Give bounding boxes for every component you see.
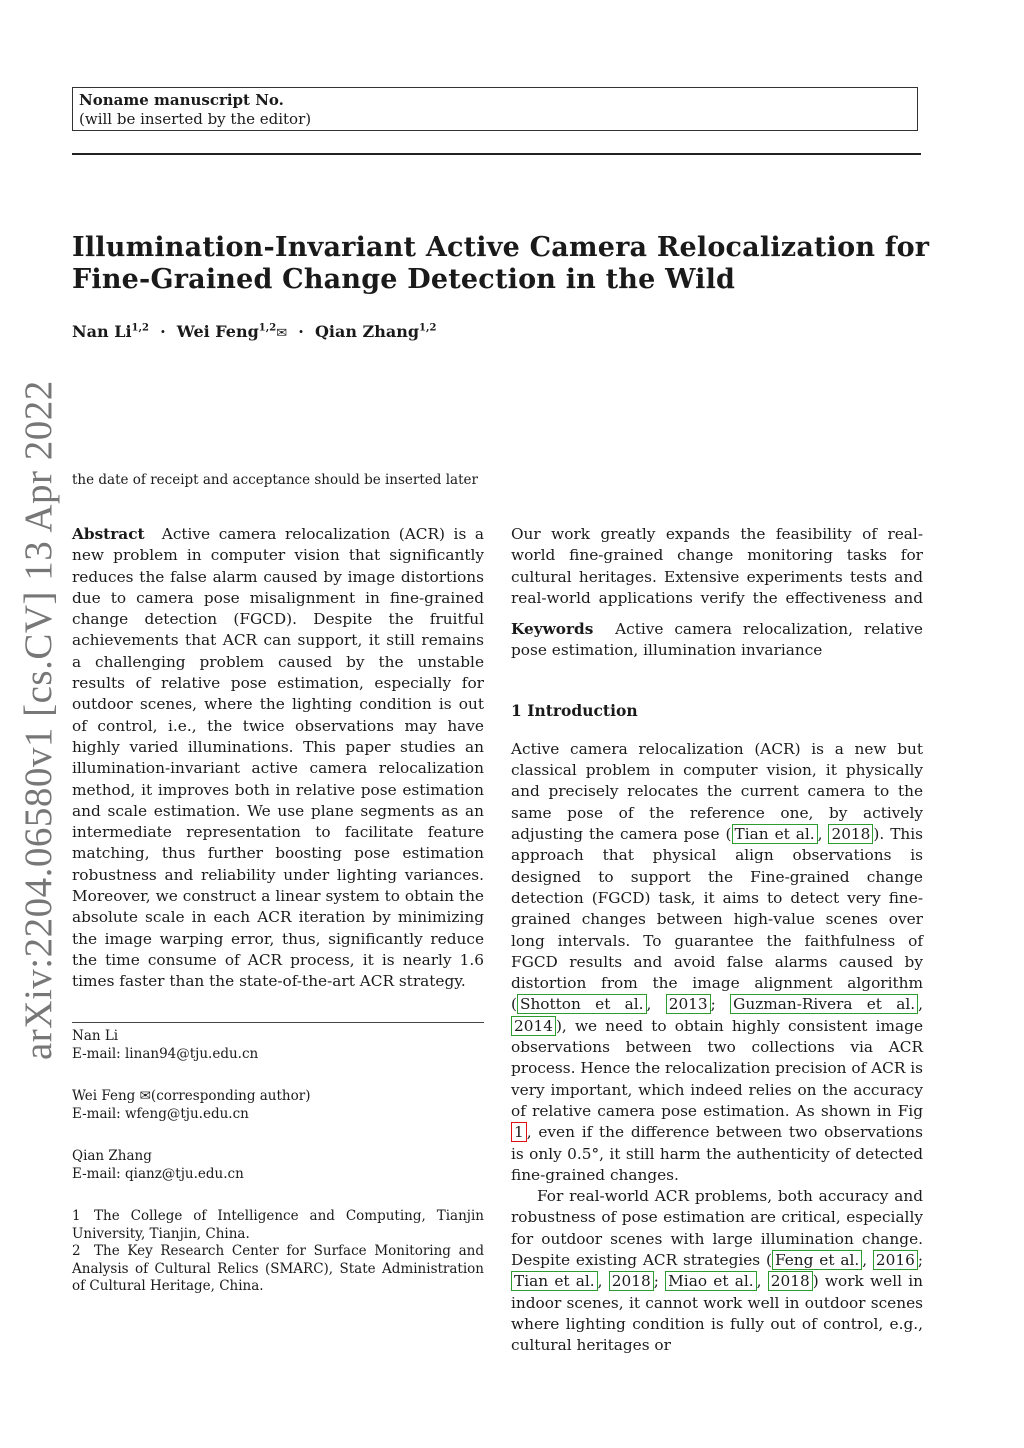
abstract-label: Abstract (72, 525, 145, 543)
section-heading: 1 Introduction (511, 700, 638, 720)
date-note: the date of receipt and acceptance should be inserted later (72, 472, 478, 488)
right-column (511, 524, 923, 1357)
author-separator: · (298, 322, 304, 341)
author-name: Wei Feng (176, 322, 259, 341)
abstract-text: Active camera relocalization (ACR) is a new problem in computer vision that significantly reduces the false alarm caused by image distortions due to camera pose misalignment in fine-grained change detection (FGCD). Despite the fruitful achievements that ACR can support, it still remains a challenging problem caused by the unstable results of relative pose estimation, especially for outdoor scenes, where the lighting condition is out of control, i.e., the twice observations may have highly varied illuminations. This paper studies an illumination-invariant active camera relocalization method, it improves both in relative pose estimation and scale estimation. We use plane segments as an intermediate representation to facilitate feature matching, thus further boosting pose estimation robustness and reliability under lighting variances. Moreover, we construct a linear system to obtain the absolute scale in each ACR iteration by minimizing the image warping error, thus, significantly reduce the time consume of ACR process, it is nearly 1.6 times faster than the state-of-the-art ACR strategy. (72, 525, 484, 991)
arxiv-watermark: arXiv:2204.06580v1 [cs.CV] 13 Apr 2022 (17, 380, 60, 1060)
author-separator: · (160, 322, 166, 341)
citation-link[interactable]: Tian et al. (732, 824, 818, 844)
editor-note: (will be inserted by the editor) (79, 110, 312, 128)
citation-link[interactable]: Tian et al. (511, 1271, 598, 1291)
citation-link[interactable]: 2014 (511, 1016, 556, 1036)
keywords-text: Active camera relocalization, relative pose estimation, illumination invariance (511, 620, 923, 660)
email-address: E-mail: qianz@tju.edu.cn (72, 1165, 244, 1182)
citation-link[interactable]: 2018 (609, 1271, 654, 1291)
abstract-continued: Our work greatly expands the feasibility of real-world fine-grained change monitoring tasks for cultural heritages. Extensive experiments tests and real-world applications verify the effectiveness and (511, 525, 923, 607)
abstract (72, 524, 484, 993)
author-name: Qian Zhang (314, 322, 420, 341)
citation-link[interactable]: 2018 (828, 824, 873, 844)
affiliation-2: 2 The Key Research Center for Surface Monitoring and Analysis of Cultural Relics (SMARC), State Administration of Cultural Heritage, China. (72, 1243, 484, 1294)
keywords (511, 619, 923, 662)
contact-qian-zhang: Qian Zhang E-mail: qianz@tju.edu.cn (72, 1148, 484, 1183)
figure-link[interactable]: 1 (511, 1122, 527, 1142)
citation-link[interactable]: 2013 (666, 994, 711, 1014)
citation-link[interactable]: Guzman-Rivera et al. (730, 994, 918, 1014)
keywords-label: Keywords (511, 620, 594, 638)
envelope-icon: ✉ (276, 326, 288, 341)
contact-wei-feng: Wei Feng ✉(corresponding author) E-mail: wfeng@tju.edu.cn (72, 1088, 484, 1123)
left-column (72, 524, 484, 993)
author-name: Nan Li (72, 322, 132, 341)
citation-link[interactable]: 2016 (873, 1250, 918, 1270)
intro-paragraph-2: For real-world ACR problems, both accuracy and robustness of pose estimation are critical, especially for outdoor scenes with large illumination change. Despite existing ACR strategies ( Feng et al. , 2016 ; Tian et al. , 2018 ; Miao et al. , 2018 ) work well in indoor scenes, it cannot work well in outdoor scenes where lighting condition is fully out of control, e.g., cultural heritages or (511, 1187, 923, 1355)
citation-link[interactable]: Shotton et al. (517, 994, 647, 1014)
paper-title: Illumination-Invariant Active Camera Relocalization for Fine-Grained Change Detection in the Wild (72, 232, 930, 295)
manuscript-number: Noname manuscript No. (79, 91, 284, 109)
manuscript-header-box (72, 87, 918, 131)
citation-link[interactable]: Feng et al. (772, 1250, 862, 1270)
header-rule (72, 153, 921, 155)
contact-nan-li: Nan Li E-mail: linan94@tju.edu.cn (72, 1028, 484, 1063)
author-list: Nan Li$^{1,2}$ · Wei Feng$^{1,2}$✉ · Qian Zhang$^{1,2}$ (72, 322, 437, 341)
email-address: E-mail: wfeng@tju.edu.cn (72, 1105, 249, 1122)
affiliation-1: 1 The College of Intelligence and Computing, Tianjin University, Tianjin, China. (72, 1208, 484, 1242)
citation-link[interactable]: Miao et al. (665, 1271, 756, 1291)
footnote-rule (72, 1022, 484, 1023)
citation-link[interactable]: 2018 (768, 1271, 813, 1291)
intro-paragraph-1: Active camera relocalization (ACR) is a new but classical problem in computer vision, it physically and precisely relocates the current camera to the same pose of the reference one, by actively adjusting the camera pose ( Tian et al. , 2018 ). This approach that physical align observations is designed to support the Fine-grained change detection (FGCD) task, it aims to detect very fine-grained changes between high-value scenes over long intervals. To guarantee the faithfulness of FGCD results and avoid false alarms caused by distortion from the image alignment algorithm ( Shotton et al. , 2013 ; Guzman-Rivera et al. , 2014 ), we need to obtain highly consistent image observations between two collections via ACR process. Hence the relocalization precision of ACR is very important, which indeed relies on the accuracy of relative camera pose estimation. As shown in Fig 1 , even if the difference between two observations is only 0.5°, it still harm the authenticity of detected fine-grained changes. (511, 739, 924, 1184)
email-address: E-mail: linan94@tju.edu.cn (72, 1045, 259, 1062)
